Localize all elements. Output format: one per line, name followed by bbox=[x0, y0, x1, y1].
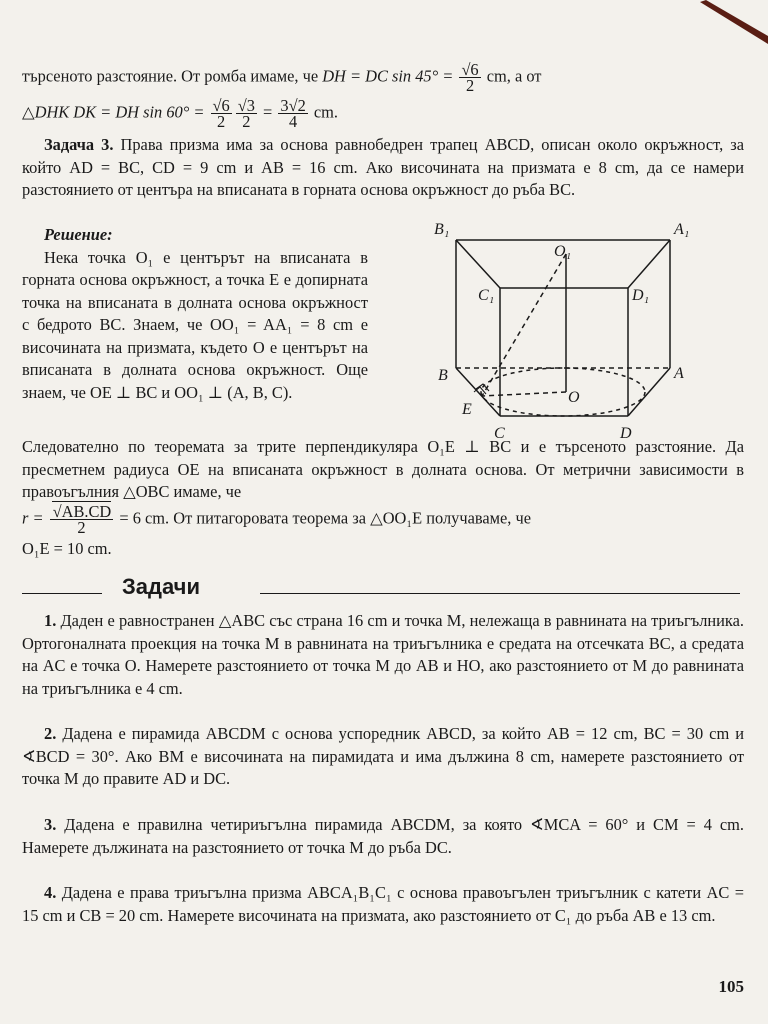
final-result: O₁E = 10 cm. bbox=[22, 539, 112, 558]
figure-label: C bbox=[494, 425, 505, 442]
figure-label: D₁ bbox=[632, 287, 650, 304]
problem-2: 2. Дадена е пирамида ABCDM с основа успоредник ABCD, за който AB = 12 cm, BC = 30 cm и ∢BCD = 30°. Ако BM е височината на пирамидата и има дължина 8 cm, намерете разстоянието от точка M до правите AD и DC. bbox=[22, 724, 744, 788]
task-3-solution-cont: Следователно по теоремата за трите перпендикуляра O₁E ⊥ BC и е търсеното разстояние. Да пресметнем радиуса OE на вписаната окръжност в долната основа. От метрични зависимости в правоъгълния △OBC имаме, че bbox=[22, 437, 744, 501]
figure-label: A bbox=[674, 365, 684, 382]
section-heading bbox=[22, 572, 744, 606]
page-corner-mark bbox=[698, 0, 768, 45]
segment-o-e bbox=[482, 392, 566, 396]
solution-label: Решение: bbox=[44, 225, 113, 244]
task-3-statement: Задача 3. Права призма има за основа равнобедрен трапец ABCD, описан около окръжност, за който AD = BC, CD = 9 cm и AB = 16 cm. Ако височината на призмата е 8 cm, да се намери разстоянието от центъра на вписаната в горната основа окръжност до ръба BC. bbox=[22, 135, 744, 199]
figure-label: A₁ bbox=[674, 221, 690, 238]
figure-label: E bbox=[462, 401, 472, 418]
figure-label: B bbox=[438, 367, 448, 384]
right-angle-mark-2 bbox=[474, 387, 486, 394]
figure-label: D bbox=[620, 425, 632, 442]
heading-rule-right bbox=[260, 593, 740, 594]
fraction: $\frac{√6}{2}$ bbox=[461, 60, 479, 95]
intro-line-1: търсеното разстояние. От ромба имаме, че DH = DC sin 45° = $\frac{√6}{2}$ cm, а от bbox=[22, 60, 542, 95]
segment-o1-e bbox=[482, 254, 566, 396]
problem-3: 3. Дадена е правилна четириъгълна пирамида ABCDM, за която ∢MCA = 60° и CM = 4 cm. Намерете дължината на разстоянието от точка M до ръба DC. bbox=[22, 815, 744, 857]
edge-a1-d1 bbox=[628, 240, 670, 288]
figure-label: O₁ bbox=[554, 243, 572, 260]
radius-formula-line: r = $\frac{√AB.CD}{2}$ = 6 cm. От питагоровата теорема за △OO₁E получаваме, че bbox=[22, 502, 532, 537]
edge-d-a bbox=[628, 368, 670, 416]
figure-label: O bbox=[568, 389, 580, 406]
figure-label: C₁ bbox=[478, 287, 495, 304]
problem-1: 1. Даден е равностранен △ABC със страна 16 cm и точка M, нележаща в равнината на триъгълника. Ортогоналната проекция на точка M в равнината на триъгълника е средата на отсечката BC, а средата на AC е точка O. Намерете разстоянието от точка M до AB и HO, ако разстоянието от M до равнината на триъгълника е 4 cm. bbox=[22, 611, 744, 698]
intro-line-2: △DHK DK = DH sin 60° = $\frac{√6}{2}$ $\frac{√3}{2}$ = $\frac{3√2}{4}$ cm. bbox=[22, 96, 339, 131]
task-label: Задача 3. bbox=[44, 135, 114, 154]
section-title: Задачи bbox=[122, 574, 200, 599]
task-3-solution: Решение: Нека точка O₁ е центърът на вписаната в горната основа окръжност, а точка E е допирната точка на вписаната в долната основа окръжност с бедрото BC. Знаем, че OO₁ = AA₁ = 8 cm е височината на призмата, където O е центърът на вписаната в долната основа окръжност. Още знаем, че OE ⊥ BC и OO₁ ⊥ (A, B, C). bbox=[22, 225, 368, 402]
heading-rule-left bbox=[22, 593, 102, 594]
figure-label: B₁ bbox=[434, 221, 450, 238]
edge-b1-c1 bbox=[456, 240, 500, 288]
problem-4: 4. Дадена е права триъгълна призма ABCA₁B₁C₁ с основа правоъгълен триъгълник с катети AC = 15 cm и CB = 20 cm. Намерете височината на призмата, ако разстоянието от C₁ до ръба AB е 13 cm. bbox=[22, 883, 744, 925]
page-number: 105 bbox=[718, 977, 744, 996]
prism-figure bbox=[378, 216, 708, 446]
